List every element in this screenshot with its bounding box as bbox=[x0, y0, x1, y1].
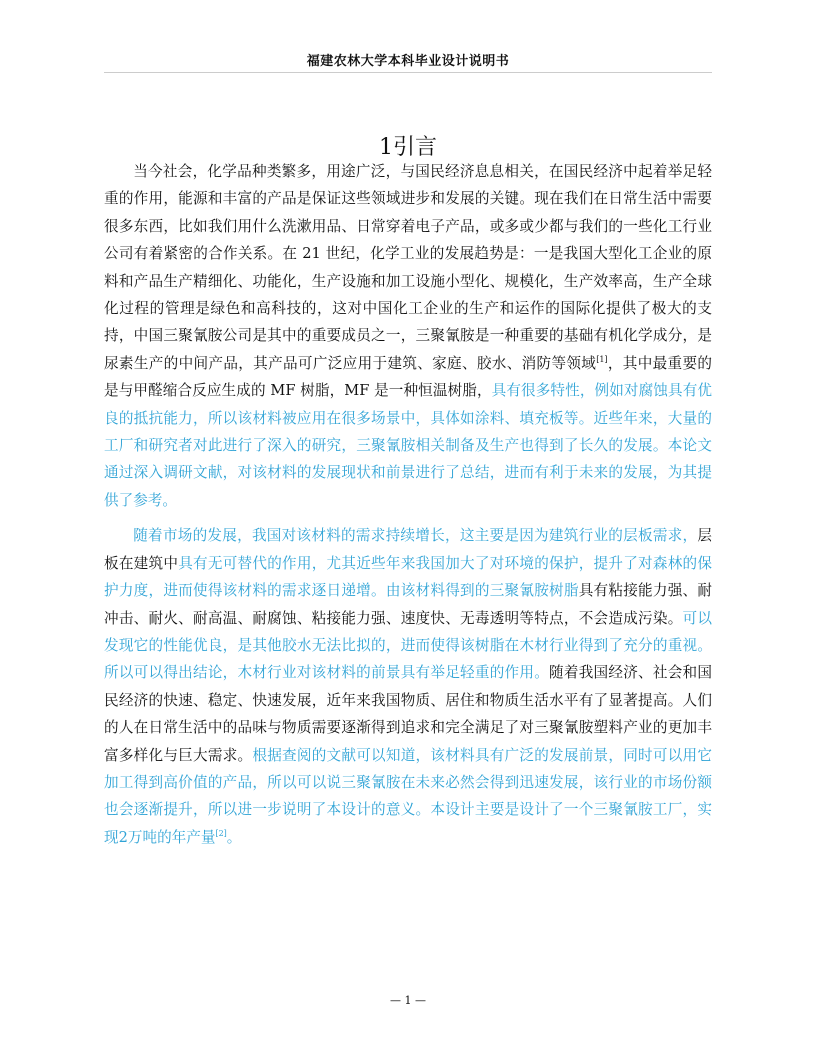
citation-ref: [2] bbox=[215, 828, 227, 838]
header-rule bbox=[104, 72, 712, 73]
page-number: — 1 — bbox=[390, 994, 426, 1007]
citation-ref: [1] bbox=[596, 354, 608, 364]
highlighted-text: 可以发现它的性能优良，是其他胶水无法比拟的，进而使得该树脂在木材行业得到了充分的重视。所以可以得出结论，木材行业对该材料的前景具有举足轻重的作用。 bbox=[104, 609, 712, 682]
text-run: ，其中最重要的是与甲醛缩合反应生成的 MF 树脂，MF 是一种恒温树脂， bbox=[104, 354, 712, 400]
highlighted-text: 根据查阅的文献可以知道，该材料具有广泛的发展前景，同时可以用它加工得到高价值的产品，所以可以说三聚氰胺在未来必然会得到迅速发展，该行业的市场份额也会逐渐提升，所以进一步说明了本设计的意义。本设计主要是设计了一个三聚氰胺工厂，实现2万吨的年产量 bbox=[104, 746, 712, 846]
text-run: 层板在建筑中 bbox=[104, 527, 712, 572]
paragraph-2 bbox=[104, 522, 712, 851]
highlighted-text: 随着市场的发展，我国对该材料的需求持续增长，这主要是因为建筑行业的层板需求， bbox=[133, 527, 698, 545]
text-run: 当今社会，化学品种类繁多，用途广泛，与国民经济息息相关，在国民经济中起着举足轻重的作用，能源和丰富的产品是保证这些领域进步和发展的关键。现在我们在日常生活中需要很多东西，比如我们用什么洗漱用品、日常穿着电子产品，或多或少都与我们的一些化工行业公司有着紧密的合作关系。在 21 世纪，化学工业的发展趋势是：一是我国大型化工企业的原料和产品生产精细化、功能化，生产设施和加工设施小型化、规模化，生产效率高，生产全球化过程的管理是绿色和高科技的，这对中国化工企业的生产和运作的国际化提供了极大的支持，中国三聚氰胺公司是其中的重要成员之一，三聚氰胺是一种重要的基础有机化学成分，是尿素生产的中间产品，其产品可广泛应用于建筑、家庭、胶水、消防等领域 bbox=[104, 163, 712, 372]
text-run: 具有粘接能力强、耐冲击、耐火、耐高温、耐腐蚀、粘接能力强、速度快、无毒透明等特点，不会造成污染。 bbox=[104, 582, 712, 627]
section-title: 1引言 bbox=[379, 134, 437, 160]
highlighted-text: 具有无可替代的作用，尤其近些年来我国加大了对环境的保护，提升了对森林的保护力度，进而使得该材料的需求逐日递增。由该材料得到的三聚氰胺树脂 bbox=[104, 554, 712, 600]
paragraph-1 bbox=[104, 158, 712, 514]
text-run: 随着我国经济、社会和国民经济的快速、稳定、快速发展，近年来我国物质、居住和物质生活水平有了显著提高。人们的人在日常生活中的品味与物质需要逐渐得到追求和完全满足了对三聚氰胺塑料产业的更加丰富多样化与巨大需求。 bbox=[104, 664, 712, 764]
highlighted-text: 具有很多特性，例如对腐蚀具有优良的抵抗能力，所以该材料被应用在很多场景中，具体如涂料、填充板等。近些年来，大量的工厂和研究者对此进行了深入的研究，三聚氰胺相关制备及生产也得到了长久的发展。本论文通过深入调研文献，对该材料的发展现状和前景进行了总结，进而有利于未来的发展，为其提供了参考。 bbox=[104, 382, 712, 509]
body-text bbox=[104, 158, 712, 859]
highlighted-text: 。 bbox=[226, 828, 242, 846]
page-header: 福建农林大学本科毕业设计说明书 bbox=[306, 54, 510, 69]
